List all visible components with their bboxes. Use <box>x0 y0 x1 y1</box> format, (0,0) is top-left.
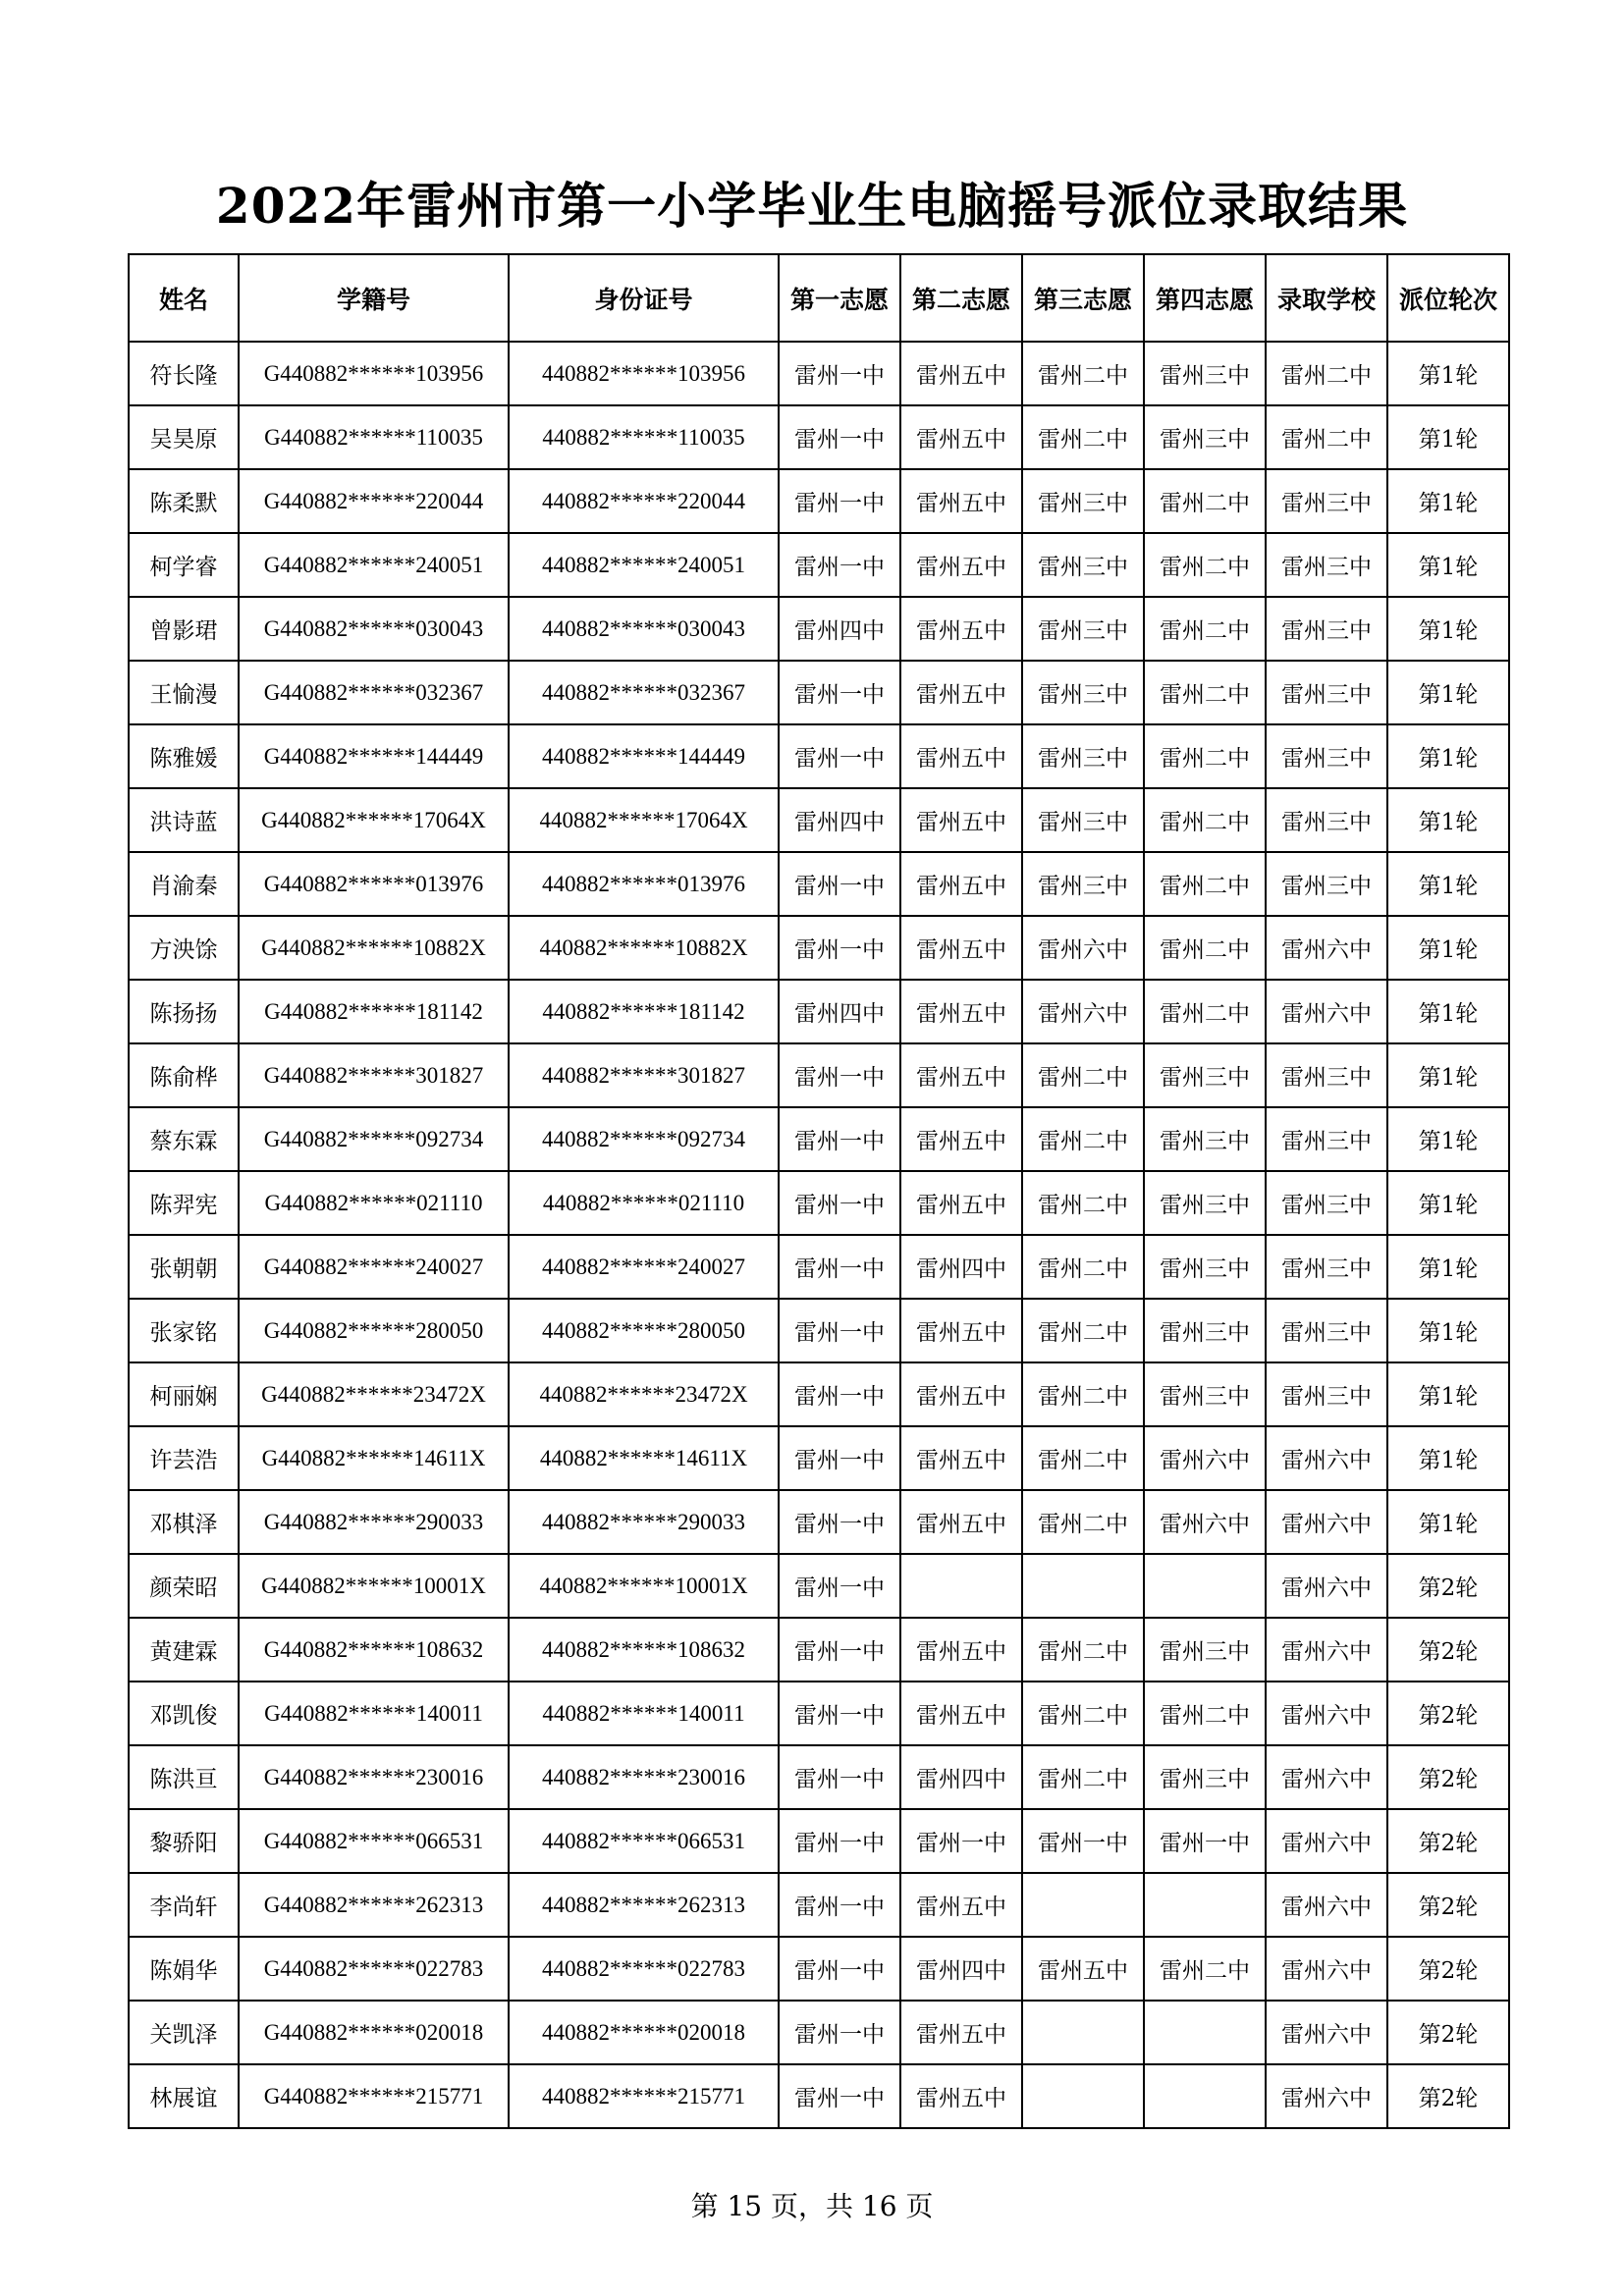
table-row <box>129 980 1509 1043</box>
cell-name: 柯学睿 <box>129 533 239 597</box>
cell-student-id: G440882******021110 <box>239 1171 509 1235</box>
cell-choice-2: 雷州五中 <box>900 533 1022 597</box>
cell-choice-4: 雷州三中 <box>1144 1235 1266 1299</box>
cell-round: 第1轮 <box>1387 852 1509 916</box>
cell-round: 第1轮 <box>1387 405 1509 469</box>
cell-round: 第1轮 <box>1387 1107 1509 1171</box>
cell-choice-3 <box>1022 2064 1144 2128</box>
cell-choice-4: 雷州一中 <box>1144 1809 1266 1873</box>
cell-choice-3: 雷州三中 <box>1022 788 1144 852</box>
cell-round: 第1轮 <box>1387 1171 1509 1235</box>
cell-choice-1: 雷州一中 <box>779 1873 900 1937</box>
cell-admitted-school: 雷州六中 <box>1266 1745 1387 1809</box>
cell-choice-2: 雷州五中 <box>900 2001 1022 2064</box>
cell-choice-2: 雷州五中 <box>900 342 1022 405</box>
cell-student-id: G440882******144449 <box>239 724 509 788</box>
cell-name: 陈柔默 <box>129 469 239 533</box>
cell-choice-4 <box>1144 1554 1266 1618</box>
cell-choice-3: 雷州三中 <box>1022 852 1144 916</box>
cell-admitted-school: 雷州六中 <box>1266 1490 1387 1554</box>
header-name: 姓名 <box>129 254 239 342</box>
cell-name: 许芸浩 <box>129 1426 239 1490</box>
table-row <box>129 916 1509 980</box>
table-row <box>129 1107 1509 1171</box>
table-row <box>129 1937 1509 2001</box>
cell-choice-4 <box>1144 2064 1266 2128</box>
table-row <box>129 852 1509 916</box>
table-row <box>129 405 1509 469</box>
cell-admitted-school: 雷州三中 <box>1266 597 1387 661</box>
cell-choice-4: 雷州二中 <box>1144 788 1266 852</box>
cell-choice-1: 雷州一中 <box>779 342 900 405</box>
cell-choice-1: 雷州一中 <box>779 1043 900 1107</box>
cell-round: 第2轮 <box>1387 1554 1509 1618</box>
cell-choice-3: 雷州二中 <box>1022 405 1144 469</box>
cell-round: 第1轮 <box>1387 980 1509 1043</box>
cell-choice-2: 雷州四中 <box>900 1745 1022 1809</box>
cell-choice-1: 雷州一中 <box>779 1171 900 1235</box>
cell-student-id: G440882******092734 <box>239 1107 509 1171</box>
cell-choice-4: 雷州三中 <box>1144 1299 1266 1362</box>
table-row <box>129 661 1509 724</box>
cell-id-number: 440882******021110 <box>509 1171 779 1235</box>
cell-choice-4: 雷州二中 <box>1144 1937 1266 2001</box>
cell-choice-1: 雷州一中 <box>779 1490 900 1554</box>
cell-choice-1: 雷州一中 <box>779 1809 900 1873</box>
cell-admitted-school: 雷州六中 <box>1266 916 1387 980</box>
cell-choice-2: 雷州五中 <box>900 1043 1022 1107</box>
cell-choice-1: 雷州一中 <box>779 1618 900 1682</box>
cell-choice-3: 雷州二中 <box>1022 1490 1144 1554</box>
table-row <box>129 1745 1509 1809</box>
cell-choice-2: 雷州五中 <box>900 916 1022 980</box>
cell-choice-2: 雷州五中 <box>900 788 1022 852</box>
cell-choice-4 <box>1144 1873 1266 1937</box>
cell-round: 第1轮 <box>1387 788 1509 852</box>
cell-name: 曾影珺 <box>129 597 239 661</box>
cell-student-id: G440882******240027 <box>239 1235 509 1299</box>
cell-choice-3: 雷州三中 <box>1022 724 1144 788</box>
cell-id-number: 440882******066531 <box>509 1809 779 1873</box>
cell-name: 张家铭 <box>129 1299 239 1362</box>
table-row <box>129 342 1509 405</box>
cell-choice-1: 雷州一中 <box>779 1299 900 1362</box>
cell-student-id: G440882******110035 <box>239 405 509 469</box>
cell-id-number: 440882******022783 <box>509 1937 779 2001</box>
cell-student-id: G440882******240051 <box>239 533 509 597</box>
cell-id-number: 440882******17064X <box>509 788 779 852</box>
cell-id-number: 440882******301827 <box>509 1043 779 1107</box>
table-row <box>129 1490 1509 1554</box>
cell-round: 第1轮 <box>1387 342 1509 405</box>
cell-choice-3: 雷州二中 <box>1022 1426 1144 1490</box>
table-row <box>129 724 1509 788</box>
cell-choice-2: 雷州五中 <box>900 1873 1022 1937</box>
cell-student-id: G440882******215771 <box>239 2064 509 2128</box>
cell-choice-2: 雷州一中 <box>900 1809 1022 1873</box>
cell-choice-1: 雷州四中 <box>779 980 900 1043</box>
cell-choice-3: 雷州二中 <box>1022 1362 1144 1426</box>
cell-round: 第1轮 <box>1387 1235 1509 1299</box>
cell-admitted-school: 雷州二中 <box>1266 405 1387 469</box>
cell-choice-4: 雷州三中 <box>1144 1107 1266 1171</box>
cell-choice-2: 雷州五中 <box>900 1362 1022 1426</box>
cell-admitted-school: 雷州六中 <box>1266 1682 1387 1745</box>
cell-round: 第1轮 <box>1387 724 1509 788</box>
cell-choice-1: 雷州一中 <box>779 469 900 533</box>
cell-student-id: G440882******030043 <box>239 597 509 661</box>
header-id-number: 身份证号 <box>509 254 779 342</box>
document-title: 2022年雷州市第一小学毕业生电脑摇号派位录取结果 <box>215 177 1409 235</box>
cell-student-id: G440882******032367 <box>239 661 509 724</box>
table-row <box>129 1299 1509 1362</box>
cell-admitted-school: 雷州六中 <box>1266 1873 1387 1937</box>
cell-choice-3: 雷州一中 <box>1022 1809 1144 1873</box>
cell-round: 第1轮 <box>1387 469 1509 533</box>
cell-choice-4: 雷州三中 <box>1144 1362 1266 1426</box>
cell-choice-2: 雷州五中 <box>900 597 1022 661</box>
cell-admitted-school: 雷州六中 <box>1266 1809 1387 1873</box>
cell-choice-2: 雷州四中 <box>900 1235 1022 1299</box>
cell-choice-4: 雷州三中 <box>1144 405 1266 469</box>
cell-admitted-school: 雷州六中 <box>1266 980 1387 1043</box>
table-row <box>129 533 1509 597</box>
cell-choice-4: 雷州三中 <box>1144 342 1266 405</box>
cell-round: 第1轮 <box>1387 1490 1509 1554</box>
cell-name: 陈俞桦 <box>129 1043 239 1107</box>
cell-id-number: 440882******013976 <box>509 852 779 916</box>
cell-round: 第2轮 <box>1387 1809 1509 1873</box>
cell-choice-3: 雷州二中 <box>1022 1107 1144 1171</box>
cell-name: 李尚轩 <box>129 1873 239 1937</box>
cell-admitted-school: 雷州三中 <box>1266 661 1387 724</box>
cell-round: 第2轮 <box>1387 2064 1509 2128</box>
cell-student-id: G440882******181142 <box>239 980 509 1043</box>
cell-admitted-school: 雷州三中 <box>1266 1299 1387 1362</box>
cell-choice-3: 雷州二中 <box>1022 1299 1144 1362</box>
cell-student-id: G440882******020018 <box>239 2001 509 2064</box>
cell-choice-3: 雷州三中 <box>1022 661 1144 724</box>
cell-name: 陈羿宪 <box>129 1171 239 1235</box>
cell-id-number: 440882******240027 <box>509 1235 779 1299</box>
cell-admitted-school: 雷州二中 <box>1266 342 1387 405</box>
cell-student-id: G440882******23472X <box>239 1362 509 1426</box>
cell-id-number: 440882******110035 <box>509 405 779 469</box>
cell-admitted-school: 雷州三中 <box>1266 788 1387 852</box>
cell-choice-2: 雷州五中 <box>900 2064 1022 2128</box>
cell-name: 关凯泽 <box>129 2001 239 2064</box>
cell-choice-3: 雷州三中 <box>1022 469 1144 533</box>
table-row <box>129 469 1509 533</box>
cell-name: 洪诗蓝 <box>129 788 239 852</box>
cell-choice-4: 雷州三中 <box>1144 1171 1266 1235</box>
cell-choice-4: 雷州二中 <box>1144 852 1266 916</box>
cell-round: 第1轮 <box>1387 1043 1509 1107</box>
cell-id-number: 440882******032367 <box>509 661 779 724</box>
cell-admitted-school: 雷州三中 <box>1266 533 1387 597</box>
cell-round: 第2轮 <box>1387 2001 1509 2064</box>
cell-round: 第1轮 <box>1387 1362 1509 1426</box>
cell-choice-2: 雷州五中 <box>900 724 1022 788</box>
cell-choice-2: 雷州五中 <box>900 1107 1022 1171</box>
cell-admitted-school: 雷州六中 <box>1266 1554 1387 1618</box>
table-body <box>129 342 1509 2128</box>
cell-admitted-school: 雷州六中 <box>1266 1618 1387 1682</box>
cell-student-id: G440882******10882X <box>239 916 509 980</box>
cell-choice-4: 雷州二中 <box>1144 980 1266 1043</box>
cell-choice-4: 雷州二中 <box>1144 1682 1266 1745</box>
cell-admitted-school: 雷州三中 <box>1266 1362 1387 1426</box>
cell-name: 陈娟华 <box>129 1937 239 2001</box>
cell-round: 第1轮 <box>1387 916 1509 980</box>
cell-admitted-school: 雷州三中 <box>1266 852 1387 916</box>
cell-student-id: G440882******14611X <box>239 1426 509 1490</box>
cell-choice-4: 雷州三中 <box>1144 1618 1266 1682</box>
cell-choice-2 <box>900 1554 1022 1618</box>
cell-round: 第1轮 <box>1387 597 1509 661</box>
cell-round: 第2轮 <box>1387 1618 1509 1682</box>
cell-student-id: G440882******17064X <box>239 788 509 852</box>
cell-choice-2: 雷州四中 <box>900 1937 1022 2001</box>
cell-choice-2: 雷州五中 <box>900 852 1022 916</box>
cell-name: 吴昊原 <box>129 405 239 469</box>
cell-choice-3 <box>1022 2001 1144 2064</box>
table-row <box>129 1618 1509 1682</box>
cell-id-number: 440882******030043 <box>509 597 779 661</box>
cell-choice-1: 雷州一中 <box>779 1554 900 1618</box>
cell-admitted-school: 雷州六中 <box>1266 2064 1387 2128</box>
cell-round: 第2轮 <box>1387 1937 1509 2001</box>
cell-choice-3 <box>1022 1554 1144 1618</box>
cell-id-number: 440882******262313 <box>509 1873 779 1937</box>
cell-admitted-school: 雷州六中 <box>1266 1937 1387 2001</box>
cell-student-id: G440882******108632 <box>239 1618 509 1682</box>
cell-choice-1: 雷州一中 <box>779 533 900 597</box>
table-row <box>129 2001 1509 2064</box>
cell-choice-1: 雷州一中 <box>779 1745 900 1809</box>
cell-id-number: 440882******10882X <box>509 916 779 980</box>
cell-admitted-school: 雷州六中 <box>1266 1426 1387 1490</box>
cell-choice-4: 雷州二中 <box>1144 724 1266 788</box>
cell-choice-3: 雷州六中 <box>1022 916 1144 980</box>
cell-choice-2: 雷州五中 <box>900 469 1022 533</box>
cell-choice-2: 雷州五中 <box>900 1426 1022 1490</box>
cell-choice-3: 雷州三中 <box>1022 533 1144 597</box>
cell-id-number: 440882******220044 <box>509 469 779 533</box>
page-footer: 第 15 页，共 16 页 <box>690 2190 934 2222</box>
cell-choice-1: 雷州一中 <box>779 2001 900 2064</box>
cell-choice-3 <box>1022 1873 1144 1937</box>
table-row <box>129 597 1509 661</box>
cell-name: 陈洪亘 <box>129 1745 239 1809</box>
cell-choice-1: 雷州一中 <box>779 1107 900 1171</box>
cell-choice-4: 雷州三中 <box>1144 1745 1266 1809</box>
cell-id-number: 440882******103956 <box>509 342 779 405</box>
header-round: 派位轮次 <box>1387 254 1509 342</box>
cell-choice-3: 雷州六中 <box>1022 980 1144 1043</box>
cell-choice-1: 雷州四中 <box>779 788 900 852</box>
cell-round: 第2轮 <box>1387 1745 1509 1809</box>
table-row <box>129 1171 1509 1235</box>
cell-name: 柯丽娴 <box>129 1362 239 1426</box>
cell-choice-2: 雷州五中 <box>900 661 1022 724</box>
cell-name: 蔡东霖 <box>129 1107 239 1171</box>
cell-student-id: G440882******230016 <box>239 1745 509 1809</box>
cell-round: 第1轮 <box>1387 1426 1509 1490</box>
cell-choice-2: 雷州五中 <box>900 1618 1022 1682</box>
cell-choice-1: 雷州一中 <box>779 405 900 469</box>
cell-round: 第1轮 <box>1387 533 1509 597</box>
cell-choice-2: 雷州五中 <box>900 1171 1022 1235</box>
header-choice-1: 第一志愿 <box>779 254 900 342</box>
cell-student-id: G440882******022783 <box>239 1937 509 2001</box>
cell-name: 陈扬扬 <box>129 980 239 1043</box>
table-row <box>129 1682 1509 1745</box>
cell-admitted-school: 雷州三中 <box>1266 1043 1387 1107</box>
cell-name: 方泱馀 <box>129 916 239 980</box>
cell-admitted-school: 雷州三中 <box>1266 469 1387 533</box>
cell-id-number: 440882******020018 <box>509 2001 779 2064</box>
cell-admitted-school: 雷州三中 <box>1266 1171 1387 1235</box>
cell-id-number: 440882******240051 <box>509 533 779 597</box>
cell-student-id: G440882******301827 <box>239 1043 509 1107</box>
header-admitted-school: 录取学校 <box>1266 254 1387 342</box>
table-row <box>129 1362 1509 1426</box>
cell-name: 颜荣昭 <box>129 1554 239 1618</box>
cell-id-number: 440882******10001X <box>509 1554 779 1618</box>
cell-choice-4: 雷州六中 <box>1144 1490 1266 1554</box>
cell-admitted-school: 雷州三中 <box>1266 1235 1387 1299</box>
cell-round: 第1轮 <box>1387 661 1509 724</box>
cell-choice-1: 雷州一中 <box>779 724 900 788</box>
table-row <box>129 1554 1509 1618</box>
cell-choice-1: 雷州一中 <box>779 1937 900 2001</box>
table-row <box>129 1235 1509 1299</box>
cell-id-number: 440882******092734 <box>509 1107 779 1171</box>
cell-choice-2: 雷州五中 <box>900 405 1022 469</box>
cell-choice-1: 雷州四中 <box>779 597 900 661</box>
cell-choice-2: 雷州五中 <box>900 1682 1022 1745</box>
cell-id-number: 440882******23472X <box>509 1362 779 1426</box>
header-choice-4: 第四志愿 <box>1144 254 1266 342</box>
cell-round: 第2轮 <box>1387 1682 1509 1745</box>
cell-choice-1: 雷州一中 <box>779 661 900 724</box>
cell-id-number: 440882******140011 <box>509 1682 779 1745</box>
cell-student-id: G440882******220044 <box>239 469 509 533</box>
cell-id-number: 440882******181142 <box>509 980 779 1043</box>
cell-choice-4: 雷州三中 <box>1144 1043 1266 1107</box>
cell-choice-3: 雷州二中 <box>1022 342 1144 405</box>
cell-choice-2: 雷州五中 <box>900 1299 1022 1362</box>
cell-id-number: 440882******230016 <box>509 1745 779 1809</box>
cell-id-number: 440882******280050 <box>509 1299 779 1362</box>
cell-name: 肖渝秦 <box>129 852 239 916</box>
cell-choice-1: 雷州一中 <box>779 1426 900 1490</box>
cell-id-number: 440882******290033 <box>509 1490 779 1554</box>
cell-choice-3: 雷州五中 <box>1022 1937 1144 2001</box>
cell-choice-1: 雷州一中 <box>779 852 900 916</box>
cell-choice-1: 雷州一中 <box>779 2064 900 2128</box>
cell-name: 张朝朝 <box>129 1235 239 1299</box>
cell-choice-1: 雷州一中 <box>779 1682 900 1745</box>
cell-admitted-school: 雷州六中 <box>1266 2001 1387 2064</box>
table-row <box>129 2064 1509 2128</box>
cell-name: 黄建霖 <box>129 1618 239 1682</box>
cell-choice-4: 雷州二中 <box>1144 533 1266 597</box>
cell-choice-2: 雷州五中 <box>900 1490 1022 1554</box>
cell-student-id: G440882******262313 <box>239 1873 509 1937</box>
cell-choice-4: 雷州六中 <box>1144 1426 1266 1490</box>
cell-name: 林展谊 <box>129 2064 239 2128</box>
cell-student-id: G440882******013976 <box>239 852 509 916</box>
cell-id-number: 440882******14611X <box>509 1426 779 1490</box>
cell-id-number: 440882******144449 <box>509 724 779 788</box>
cell-choice-4: 雷州二中 <box>1144 661 1266 724</box>
header-choice-3: 第三志愿 <box>1022 254 1144 342</box>
cell-admitted-school: 雷州三中 <box>1266 1107 1387 1171</box>
cell-name: 王愉漫 <box>129 661 239 724</box>
header-choice-2: 第二志愿 <box>900 254 1022 342</box>
cell-student-id: G440882******10001X <box>239 1554 509 1618</box>
cell-choice-1: 雷州一中 <box>779 1362 900 1426</box>
cell-student-id: G440882******290033 <box>239 1490 509 1554</box>
cell-choice-3: 雷州二中 <box>1022 1171 1144 1235</box>
table-row <box>129 1873 1509 1937</box>
cell-student-id: G440882******066531 <box>239 1809 509 1873</box>
cell-name: 陈雅媛 <box>129 724 239 788</box>
table-row <box>129 1043 1509 1107</box>
table-header-row <box>129 254 1509 342</box>
cell-round: 第1轮 <box>1387 1299 1509 1362</box>
cell-choice-4 <box>1144 2001 1266 2064</box>
results-table <box>128 253 1510 2129</box>
cell-choice-1: 雷州一中 <box>779 1235 900 1299</box>
table-row <box>129 1426 1509 1490</box>
cell-student-id: G440882******280050 <box>239 1299 509 1362</box>
cell-student-id: G440882******103956 <box>239 342 509 405</box>
cell-choice-4: 雷州二中 <box>1144 469 1266 533</box>
cell-choice-3: 雷州二中 <box>1022 1745 1144 1809</box>
cell-choice-3: 雷州二中 <box>1022 1043 1144 1107</box>
cell-name: 黎骄阳 <box>129 1809 239 1873</box>
cell-student-id: G440882******140011 <box>239 1682 509 1745</box>
cell-name: 邓凯俊 <box>129 1682 239 1745</box>
cell-id-number: 440882******108632 <box>509 1618 779 1682</box>
cell-choice-4: 雷州二中 <box>1144 916 1266 980</box>
header-student-id: 学籍号 <box>239 254 509 342</box>
cell-choice-1: 雷州一中 <box>779 916 900 980</box>
cell-name: 符长隆 <box>129 342 239 405</box>
cell-id-number: 440882******215771 <box>509 2064 779 2128</box>
cell-choice-3: 雷州二中 <box>1022 1682 1144 1745</box>
cell-name: 邓棋泽 <box>129 1490 239 1554</box>
cell-choice-3: 雷州二中 <box>1022 1235 1144 1299</box>
table-row <box>129 1809 1509 1873</box>
cell-choice-3: 雷州三中 <box>1022 597 1144 661</box>
cell-admitted-school: 雷州三中 <box>1266 724 1387 788</box>
cell-round: 第2轮 <box>1387 1873 1509 1937</box>
table-row <box>129 788 1509 852</box>
cell-choice-2: 雷州五中 <box>900 980 1022 1043</box>
cell-choice-3: 雷州二中 <box>1022 1618 1144 1682</box>
cell-choice-4: 雷州二中 <box>1144 597 1266 661</box>
